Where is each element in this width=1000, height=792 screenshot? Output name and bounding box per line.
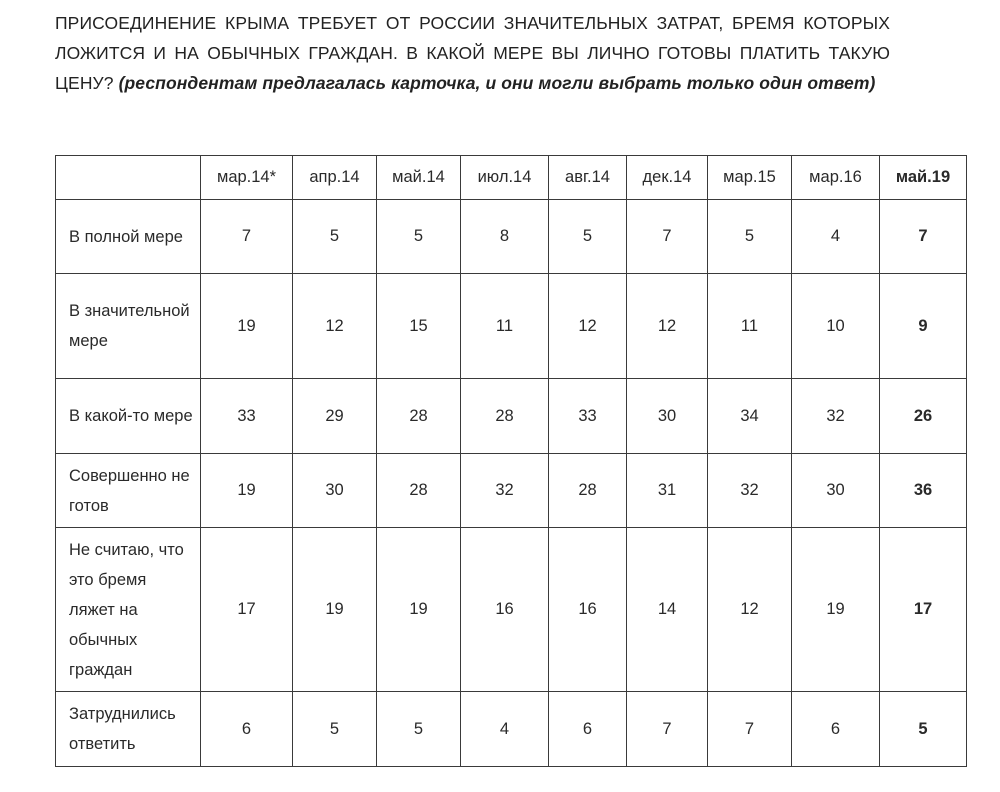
table-cell: 14 (627, 528, 708, 692)
table-cell: 30 (627, 379, 708, 454)
table-row (56, 274, 967, 379)
row-label: Не считаю, что это бремя ляжет на обычных граждан (56, 528, 201, 692)
table-cell: 19 (293, 528, 377, 692)
table-cell: 5 (708, 200, 792, 274)
table-cell: 5 (377, 692, 461, 767)
table-cell: 29 (293, 379, 377, 454)
table-cell: 32 (792, 379, 880, 454)
table-cell: 33 (201, 379, 293, 454)
header-row (56, 156, 967, 200)
table-cell: 19 (201, 274, 293, 379)
question-text (55, 8, 890, 98)
row-label: В значительной мере (56, 274, 201, 379)
column-header: мар.15 (708, 156, 792, 200)
table-cell: 28 (549, 454, 627, 528)
table-cell: 5 (880, 692, 967, 767)
table-row (56, 528, 967, 692)
table-cell: 19 (377, 528, 461, 692)
table-row (56, 200, 967, 274)
table-cell: 31 (627, 454, 708, 528)
table-cell: 32 (461, 454, 549, 528)
column-header: май.14 (377, 156, 461, 200)
column-header: дек.14 (627, 156, 708, 200)
table-cell: 11 (708, 274, 792, 379)
table-row (56, 692, 967, 767)
table-cell: 16 (461, 528, 549, 692)
table-cell: 7 (627, 200, 708, 274)
table-cell: 32 (708, 454, 792, 528)
table-row (56, 379, 967, 454)
table-cell: 5 (293, 200, 377, 274)
table-cell: 34 (708, 379, 792, 454)
table-cell: 12 (293, 274, 377, 379)
table-cell: 9 (880, 274, 967, 379)
table-cell: 26 (880, 379, 967, 454)
table-cell: 30 (792, 454, 880, 528)
table-cell: 12 (627, 274, 708, 379)
column-header: май.19 (880, 156, 967, 200)
table-cell: 12 (549, 274, 627, 379)
table-cell: 19 (201, 454, 293, 528)
row-label: Затруднились ответить (56, 692, 201, 767)
row-label: В полной мере (56, 200, 201, 274)
column-header: мар.14* (201, 156, 293, 200)
question-main: ПРИСОЕДИНЕНИЕ КРЫМА ТРЕБУЕТ ОТ РОССИИ ЗНАЧИТЕЛЬНЫХ ЗАТРАТ, БРЕМЯ КОТОРЫХ ЛОЖИТСЯ И НА ОБЫЧНЫХ ГРАЖДАН. В КАКОЙ МЕРЕ ВЫ ЛИЧНО ГОТОВЫ ПЛАТИТЬ ТАКУЮ ЦЕНУ? (55, 13, 890, 93)
table-cell: 8 (461, 200, 549, 274)
table-cell: 28 (461, 379, 549, 454)
table-cell: 33 (549, 379, 627, 454)
table-cell: 5 (549, 200, 627, 274)
column-header: мар.16 (792, 156, 880, 200)
table-cell: 17 (880, 528, 967, 692)
table-cell: 5 (293, 692, 377, 767)
survey-table (55, 155, 967, 767)
table-cell: 36 (880, 454, 967, 528)
table-cell: 6 (201, 692, 293, 767)
row-label: В какой-то мере (56, 379, 201, 454)
column-header: апр.14 (293, 156, 377, 200)
header-corner-cell (56, 156, 201, 200)
table-cell: 7 (880, 200, 967, 274)
table-cell: 7 (708, 692, 792, 767)
table-cell: 19 (792, 528, 880, 692)
table-cell: 11 (461, 274, 549, 379)
table-cell: 7 (627, 692, 708, 767)
table-cell: 4 (461, 692, 549, 767)
question-note: (респондентам предлагалась карточка, и они могли выбрать только один ответ) (118, 73, 876, 93)
table-cell: 4 (792, 200, 880, 274)
table-cell: 15 (377, 274, 461, 379)
table-cell: 28 (377, 379, 461, 454)
table-cell: 6 (549, 692, 627, 767)
table-row (56, 454, 967, 528)
column-header: авг.14 (549, 156, 627, 200)
table-cell: 7 (201, 200, 293, 274)
table-cell: 17 (201, 528, 293, 692)
table-cell: 16 (549, 528, 627, 692)
table-cell: 30 (293, 454, 377, 528)
table-cell: 6 (792, 692, 880, 767)
table-cell: 28 (377, 454, 461, 528)
table-cell: 10 (792, 274, 880, 379)
column-header: июл.14 (461, 156, 549, 200)
table-cell: 12 (708, 528, 792, 692)
table-cell: 5 (377, 200, 461, 274)
row-label: Совершенно не готов (56, 454, 201, 528)
